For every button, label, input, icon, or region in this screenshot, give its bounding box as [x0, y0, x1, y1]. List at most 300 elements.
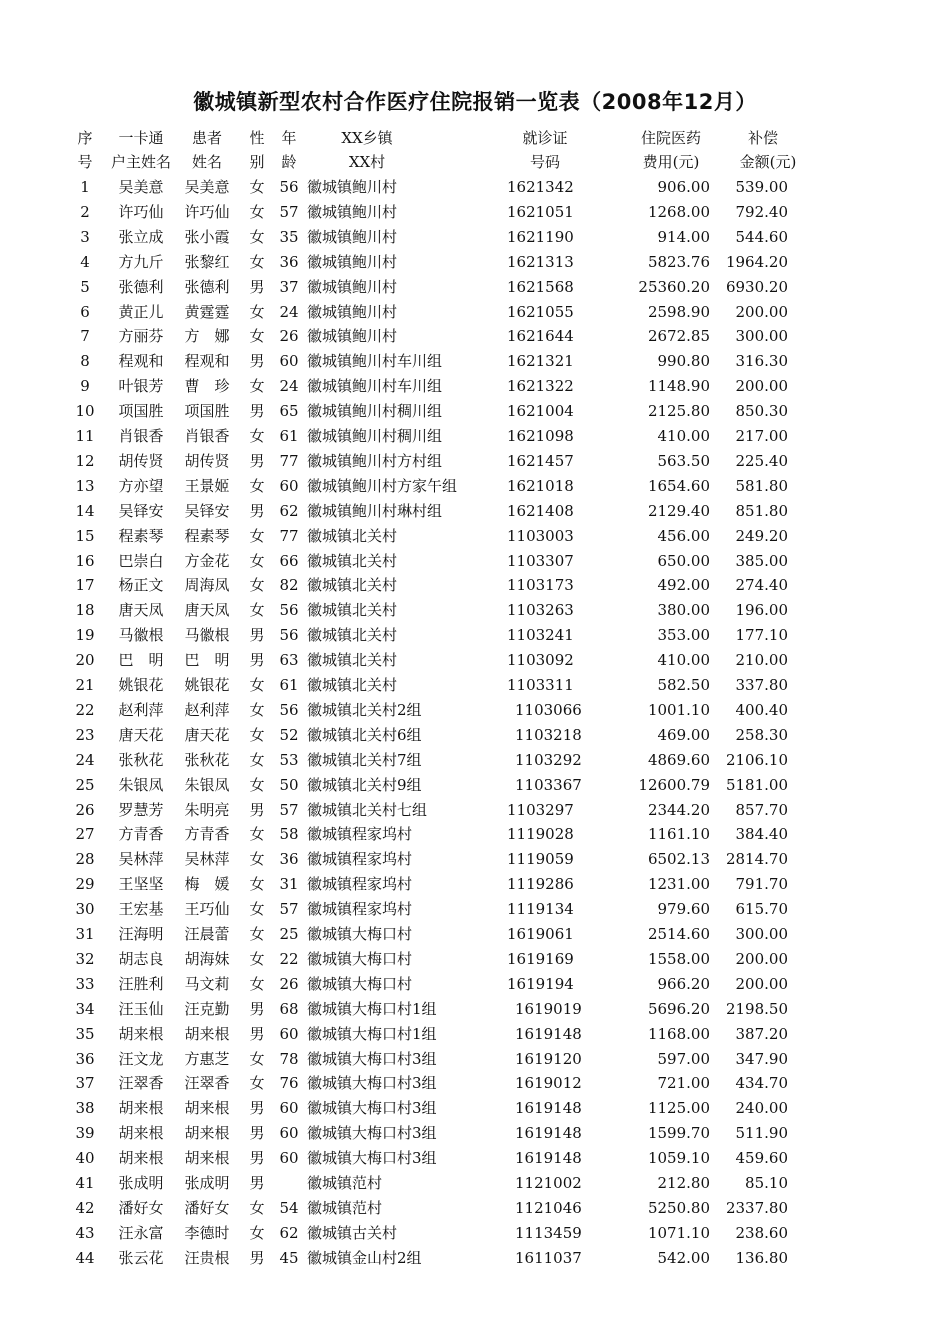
cell-sex: 男: [249, 501, 265, 520]
cell-compensation: 2106.10: [725, 750, 788, 769]
cell-seq: 20: [75, 651, 95, 670]
cell-age: 31: [279, 875, 299, 894]
table-row: [0, 1221, 950, 1245]
cell-age: 35: [279, 227, 299, 246]
cell-sex: 男: [249, 402, 265, 421]
cell-patient: 胡来根: [184, 1149, 230, 1168]
cell-card-holder: 叶银芳: [118, 377, 164, 396]
cell-cert-number: 1103066: [515, 700, 582, 719]
cell-seq: 42: [75, 1198, 95, 1217]
cell-address: 徽城镇鲍川村: [307, 178, 398, 196]
header-patient: 患者: [191, 129, 222, 147]
table-row: [0, 723, 950, 747]
page-title: 徽城镇新型农村合作医疗住院报销一览表（2008年12月）: [193, 90, 757, 114]
cell-seq: 37: [75, 1074, 95, 1093]
cell-seq: 44: [75, 1248, 95, 1267]
table-row: [0, 1196, 950, 1220]
cell-cert-number: 1621055: [507, 302, 574, 321]
cell-cost: 1558.00: [647, 949, 710, 968]
cell-patient: 程素琴: [184, 526, 230, 545]
cell-sex: 女: [249, 178, 265, 196]
cell-seq: 8: [80, 352, 90, 371]
cell-patient: 周海凤: [184, 576, 230, 595]
cell-compensation: 217.00: [735, 427, 788, 445]
cell-compensation: 539.00: [735, 178, 788, 196]
cell-cost: 469.00: [657, 725, 710, 744]
cell-age: 77: [279, 451, 299, 470]
cell-address: 徽城镇大梅口村3组: [307, 1124, 437, 1143]
cell-cert-number: 1119286: [507, 875, 574, 894]
cell-address: 徽城镇北关村: [307, 576, 398, 595]
cell-patient: 朱明亮: [184, 800, 230, 819]
cell-cost: 1599.70: [647, 1124, 710, 1143]
cell-address: 徽城镇大梅口村1组: [307, 999, 437, 1018]
table-row: [0, 374, 950, 398]
cell-patient: 王巧仙: [184, 900, 230, 919]
cell-cost: 906.00: [657, 178, 710, 196]
cell-cost: 650.00: [657, 551, 710, 570]
cell-address: 徽城镇程家坞村: [307, 825, 413, 844]
table-row: [0, 648, 950, 672]
cell-address: 徽城镇程家坞村: [307, 850, 413, 869]
cell-sex: 女: [249, 227, 265, 246]
cell-sex: 女: [249, 850, 265, 869]
table-row: [0, 300, 950, 324]
cell-sex: 女: [249, 1049, 265, 1068]
cell-age: 62: [279, 1223, 299, 1242]
cell-age: 37: [279, 277, 299, 296]
cell-seq: 2: [80, 202, 90, 221]
header-cert: 就诊证: [522, 129, 568, 147]
cell-sex: 女: [249, 949, 265, 968]
cell-cert-number: 1103241: [507, 626, 574, 645]
cell-cost: 2514.60: [647, 925, 710, 943]
header-cost-2: 费用(元): [642, 153, 700, 171]
cell-seq: 3: [80, 227, 90, 246]
cell-patient: 胡来根: [184, 1124, 230, 1143]
cell-patient: 吴林萍: [184, 850, 230, 869]
cell-card-holder: 王宏基: [118, 900, 164, 919]
cell-compensation: 2337.80: [725, 1198, 788, 1217]
cell-seq: 5: [80, 277, 90, 296]
table-row: [0, 847, 950, 871]
table-row: [0, 947, 950, 971]
header-age: 年: [281, 129, 297, 147]
cell-patient: 吴美意: [184, 178, 230, 196]
cell-compensation: 2814.70: [725, 850, 788, 869]
cell-cert-number: 1621322: [507, 377, 574, 396]
cell-age: 22: [279, 949, 299, 968]
header-cert-2: 号码: [529, 153, 560, 171]
cell-cert-number: 1103218: [515, 725, 582, 744]
cell-cert-number: 1103292: [515, 750, 582, 769]
cell-cost: 1168.00: [647, 1024, 710, 1043]
cell-sex: 男: [249, 800, 265, 819]
cell-card-holder: 王坚坚: [118, 875, 164, 894]
cell-age: 78: [279, 1049, 299, 1068]
cell-seq: 7: [80, 327, 90, 346]
cell-card-holder: 姚银花: [118, 676, 164, 694]
cell-cost: 542.00: [657, 1248, 710, 1267]
cell-age: 77: [279, 526, 299, 545]
cell-compensation: 385.00: [735, 551, 788, 570]
cell-card-holder: 汪胜利: [118, 974, 164, 993]
cell-patient: 汪晨蕾: [184, 925, 230, 943]
cell-card-holder: 胡来根: [118, 1024, 164, 1043]
cell-cert-number: 1103307: [507, 551, 574, 570]
table-row: [0, 1246, 950, 1270]
table-row: [0, 1022, 950, 1046]
cell-seq: 9: [80, 377, 90, 396]
cell-cert-number: 1121046: [515, 1198, 582, 1217]
cell-address: 徽城镇鲍川村方家午组: [307, 476, 458, 495]
cell-compensation: 300.00: [735, 327, 788, 346]
cell-card-holder: 唐天花: [118, 725, 164, 744]
cell-sex: 女: [249, 925, 265, 943]
cell-card-holder: 程素琴: [118, 526, 164, 545]
table-row: [0, 175, 950, 199]
cell-cost: 492.00: [657, 576, 710, 595]
cell-age: 61: [279, 676, 299, 694]
cell-cert-number: 1621321: [507, 352, 574, 371]
cell-sex: 女: [249, 974, 265, 993]
cell-seq: 22: [75, 700, 95, 719]
cell-patient: 张黎红: [184, 252, 230, 271]
cell-seq: 33: [75, 974, 95, 993]
table-row: [0, 250, 950, 274]
table-row: [0, 822, 950, 846]
cell-compensation: 300.00: [735, 925, 788, 943]
cell-card-holder: 巴 明: [118, 651, 164, 670]
cell-sex: 男: [249, 451, 265, 470]
cell-age: 54: [279, 1198, 299, 1217]
table-row: [0, 349, 950, 373]
cell-card-holder: 罗慧芳: [118, 800, 164, 819]
cell-sex: 女: [249, 476, 265, 495]
cell-cost: 1654.60: [647, 476, 710, 495]
cell-sex: 女: [249, 526, 265, 545]
cell-cost: 2598.90: [647, 302, 710, 321]
cell-address: 徽城镇鲍川村稠川组: [307, 402, 443, 421]
cell-patient: 潘好女: [184, 1198, 230, 1217]
cell-age: 60: [279, 1124, 299, 1143]
table-row: [0, 225, 950, 249]
cell-seq: 26: [75, 800, 95, 819]
cell-age: 57: [279, 900, 299, 919]
cell-patient: 汪贵根: [184, 1248, 230, 1267]
cell-sex: 男: [249, 1174, 265, 1192]
cell-card-holder: 潘好女: [118, 1198, 164, 1217]
cell-card-holder: 张秋花: [118, 750, 164, 769]
cell-sex: 女: [249, 775, 265, 794]
cell-cost: 353.00: [657, 626, 710, 645]
cell-seq: 17: [75, 576, 95, 595]
cell-compensation: 400.40: [735, 700, 788, 719]
cell-cert-number: 1103297: [507, 800, 574, 819]
cell-card-holder: 马徽根: [118, 626, 164, 645]
cell-age: 76: [279, 1074, 299, 1093]
cell-age: 57: [279, 800, 299, 819]
cell-seq: 35: [75, 1024, 95, 1043]
cell-sex: 女: [249, 676, 265, 694]
cell-seq: 34: [75, 999, 95, 1018]
cell-compensation: 851.80: [735, 501, 788, 520]
cell-cost: 12600.79: [638, 775, 710, 794]
cell-seq: 41: [75, 1174, 95, 1192]
cell-cert-number: 1119028: [507, 825, 574, 844]
cell-seq: 38: [75, 1099, 95, 1118]
cell-patient: 吴铎安: [184, 501, 230, 520]
cell-age: 52: [279, 725, 299, 744]
cell-patient: 张秋花: [184, 750, 230, 769]
cell-sex: 女: [249, 427, 265, 445]
cell-card-holder: 汪永富: [118, 1223, 164, 1242]
cell-age: 25: [279, 925, 299, 943]
cell-sex: 女: [249, 875, 265, 894]
cell-sex: 女: [249, 1074, 265, 1093]
cell-patient: 方青香: [184, 825, 230, 844]
table-header-line-1: [0, 126, 950, 150]
cell-seq: 13: [75, 476, 95, 495]
cell-card-holder: 吴铎安: [118, 501, 164, 520]
cell-seq: 30: [75, 900, 95, 919]
cell-seq: 43: [75, 1223, 95, 1242]
cell-cert-number: 1621457: [507, 451, 574, 470]
header-card-2: 户主姓名: [110, 153, 171, 171]
cell-compensation: 5181.00: [725, 775, 788, 794]
cell-seq: 29: [75, 875, 95, 894]
cell-cost: 990.80: [657, 352, 710, 371]
cell-patient: 姚银花: [184, 676, 230, 694]
cell-card-holder: 方丽芬: [118, 327, 164, 346]
cell-address: 徽城镇大梅口村: [307, 925, 413, 943]
cell-age: 36: [279, 850, 299, 869]
cell-cert-number: 1619120: [515, 1049, 582, 1068]
cell-patient: 曹 珍: [184, 377, 230, 396]
cell-card-holder: 胡传贤: [118, 451, 164, 470]
cell-cert-number: 1619194: [507, 974, 574, 993]
table-row: [0, 1096, 950, 1120]
cell-cost: 582.50: [657, 676, 710, 694]
table-row: [0, 549, 950, 573]
cell-patient: 方 娜: [184, 327, 230, 346]
cell-patient: 汪克勤: [184, 999, 230, 1018]
cell-compensation: 177.10: [735, 626, 788, 645]
cell-address: 徽城镇鲍川村车川组: [307, 377, 443, 396]
cell-compensation: 258.30: [735, 725, 788, 744]
table-row: [0, 499, 950, 523]
cell-patient: 程观和: [184, 352, 230, 371]
cell-patient: 李德时: [184, 1223, 230, 1242]
cell-seq: 1: [80, 178, 90, 196]
cell-cost: 979.60: [657, 900, 710, 919]
cell-card-holder: 杨正文: [118, 576, 164, 595]
cell-sex: 女: [249, 1223, 265, 1242]
cell-cost: 2129.40: [647, 501, 710, 520]
cell-cert-number: 1621644: [507, 327, 574, 346]
cell-address: 徽城镇大梅口村3组: [307, 1149, 437, 1168]
cell-card-holder: 方亦望: [118, 476, 164, 495]
cell-cost: 2344.20: [647, 800, 710, 819]
cell-seq: 19: [75, 626, 95, 645]
cell-seq: 21: [75, 676, 95, 694]
cell-sex: 男: [249, 1149, 265, 1168]
cell-seq: 4: [80, 252, 90, 271]
header-village: XX村: [348, 153, 386, 171]
cell-cert-number: 1103003: [507, 526, 574, 545]
cell-compensation: 210.00: [735, 651, 788, 670]
cell-compensation: 857.70: [735, 800, 788, 819]
cell-age: 58: [279, 825, 299, 844]
cell-cert-number: 1103311: [507, 676, 574, 694]
cell-cert-number: 1619169: [507, 949, 574, 968]
cell-cert-number: 1619148: [515, 1124, 582, 1143]
cell-patient: 朱银凤: [184, 775, 230, 794]
cell-sex: 女: [249, 202, 265, 221]
cell-age: 65: [279, 402, 299, 421]
cell-compensation: 316.30: [735, 352, 788, 371]
header-sex: 性: [249, 129, 265, 147]
table-row: [0, 872, 950, 896]
table-row: [0, 474, 950, 498]
cell-cost: 563.50: [657, 451, 710, 470]
cell-compensation: 511.90: [735, 1124, 788, 1143]
cell-cost: 212.80: [657, 1174, 710, 1192]
header-comp-2: 金额(元): [739, 153, 797, 171]
cell-sex: 男: [249, 999, 265, 1018]
cell-patient: 项国胜: [184, 402, 230, 421]
cell-age: 24: [279, 377, 299, 396]
cell-cert-number: 1103173: [507, 576, 574, 595]
cell-patient: 汪翠香: [184, 1074, 230, 1093]
cell-compensation: 6930.20: [725, 277, 788, 296]
cell-compensation: 238.60: [735, 1223, 788, 1242]
cell-patient: 胡来根: [184, 1099, 230, 1118]
cell-seq: 11: [75, 427, 95, 445]
cell-compensation: 791.70: [735, 875, 788, 894]
cell-cost: 1268.00: [647, 202, 710, 221]
cell-card-holder: 巴崇白: [118, 551, 164, 570]
cell-address: 徽城镇北关村: [307, 551, 398, 570]
cell-compensation: 136.80: [735, 1248, 788, 1267]
cell-cost: 6502.13: [647, 850, 710, 869]
table-row: [0, 524, 950, 548]
table-row: [0, 1121, 950, 1145]
cell-age: 60: [279, 476, 299, 495]
cell-compensation: 200.00: [735, 377, 788, 396]
cell-compensation: 792.40: [735, 202, 788, 221]
cell-address: 徽城镇鲍川村: [307, 327, 398, 346]
cell-address: 徽城镇范村: [307, 1174, 383, 1192]
cell-age: 82: [279, 576, 299, 595]
table-row: [0, 598, 950, 622]
cell-card-holder: 张云花: [118, 1248, 164, 1267]
cell-compensation: 85.10: [745, 1174, 788, 1192]
cell-cert-number: 1619148: [515, 1024, 582, 1043]
cell-cost: 597.00: [657, 1049, 710, 1068]
cell-card-holder: 汪海明: [118, 925, 164, 943]
cell-cost: 410.00: [657, 651, 710, 670]
cell-card-holder: 胡来根: [118, 1149, 164, 1168]
cell-compensation: 249.20: [735, 526, 788, 545]
cell-card-holder: 张德利: [118, 277, 164, 296]
cell-sex: 女: [249, 825, 265, 844]
cell-compensation: 850.30: [735, 402, 788, 421]
cell-cert-number: 1621190: [507, 227, 574, 246]
cell-address: 徽城镇大梅口村1组: [307, 1024, 437, 1043]
table-row: [0, 698, 950, 722]
cell-address: 徽城镇大梅口村: [307, 974, 413, 993]
cell-address: 徽城镇北关村七组: [307, 800, 428, 819]
cell-address: 徽城镇北关村: [307, 651, 398, 670]
cell-address: 徽城镇鲍川村: [307, 302, 398, 321]
cell-patient: 唐天花: [184, 725, 230, 744]
cell-patient: 张小霞: [184, 227, 230, 246]
cell-seq: 23: [75, 725, 95, 744]
cell-cost: 456.00: [657, 526, 710, 545]
cell-address: 徽城镇鲍川村: [307, 277, 398, 296]
cell-compensation: 384.40: [735, 825, 788, 844]
cell-sex: 男: [249, 1024, 265, 1043]
cell-address: 徽城镇北关村2组: [307, 700, 422, 719]
cell-cert-number: 1103263: [507, 601, 574, 620]
header-seq: 序: [77, 129, 93, 147]
cell-address: 徽城镇北关村6组: [307, 725, 422, 744]
cell-patient: 梅 媛: [184, 875, 230, 894]
cell-patient: 胡海妹: [184, 949, 230, 968]
cell-cert-number: 1619148: [515, 1149, 582, 1168]
cell-seq: 32: [75, 949, 95, 968]
cell-compensation: 459.60: [735, 1149, 788, 1168]
cell-cost: 1161.10: [647, 825, 710, 844]
cell-cert-number: 1103367: [515, 775, 582, 794]
cell-compensation: 2198.50: [725, 999, 788, 1018]
cell-age: 60: [279, 1024, 299, 1043]
cell-cert-number: 1113459: [515, 1223, 582, 1242]
cell-patient: 黄霆霆: [184, 302, 230, 321]
cell-cert-number: 1619019: [515, 999, 582, 1018]
cell-cert-number: 1621018: [507, 476, 574, 495]
cell-patient: 许巧仙: [184, 202, 230, 221]
cell-cost: 1071.10: [647, 1223, 710, 1242]
cell-address: 徽城镇北关村: [307, 626, 398, 645]
cell-sex: 女: [249, 377, 265, 396]
table-row: [0, 200, 950, 224]
header-sex-2: 别: [249, 153, 265, 171]
cell-age: 60: [279, 352, 299, 371]
cell-sex: 女: [249, 252, 265, 271]
header-town: XX乡镇: [341, 129, 393, 147]
cell-card-holder: 肖银香: [118, 427, 164, 445]
cell-age: 45: [279, 1248, 299, 1267]
header-patient-2: 姓名: [191, 153, 222, 171]
cell-cert-number: 1621098: [507, 427, 574, 445]
table-row: [0, 773, 950, 797]
cell-card-holder: 胡来根: [118, 1124, 164, 1143]
cell-compensation: 347.90: [735, 1049, 788, 1068]
table-row: [0, 623, 950, 647]
table-row: [0, 997, 950, 1021]
cell-cert-number: 1621313: [507, 252, 574, 271]
cell-cost: 380.00: [657, 601, 710, 620]
cell-patient: 方惠芝: [184, 1049, 230, 1068]
cell-address: 徽城镇大梅口村: [307, 949, 413, 968]
cell-patient: 张成明: [184, 1174, 230, 1192]
cell-patient: 肖银香: [184, 427, 230, 445]
cell-age: 68: [279, 999, 299, 1018]
cell-age: 26: [279, 327, 299, 346]
cell-seq: 18: [75, 601, 95, 620]
